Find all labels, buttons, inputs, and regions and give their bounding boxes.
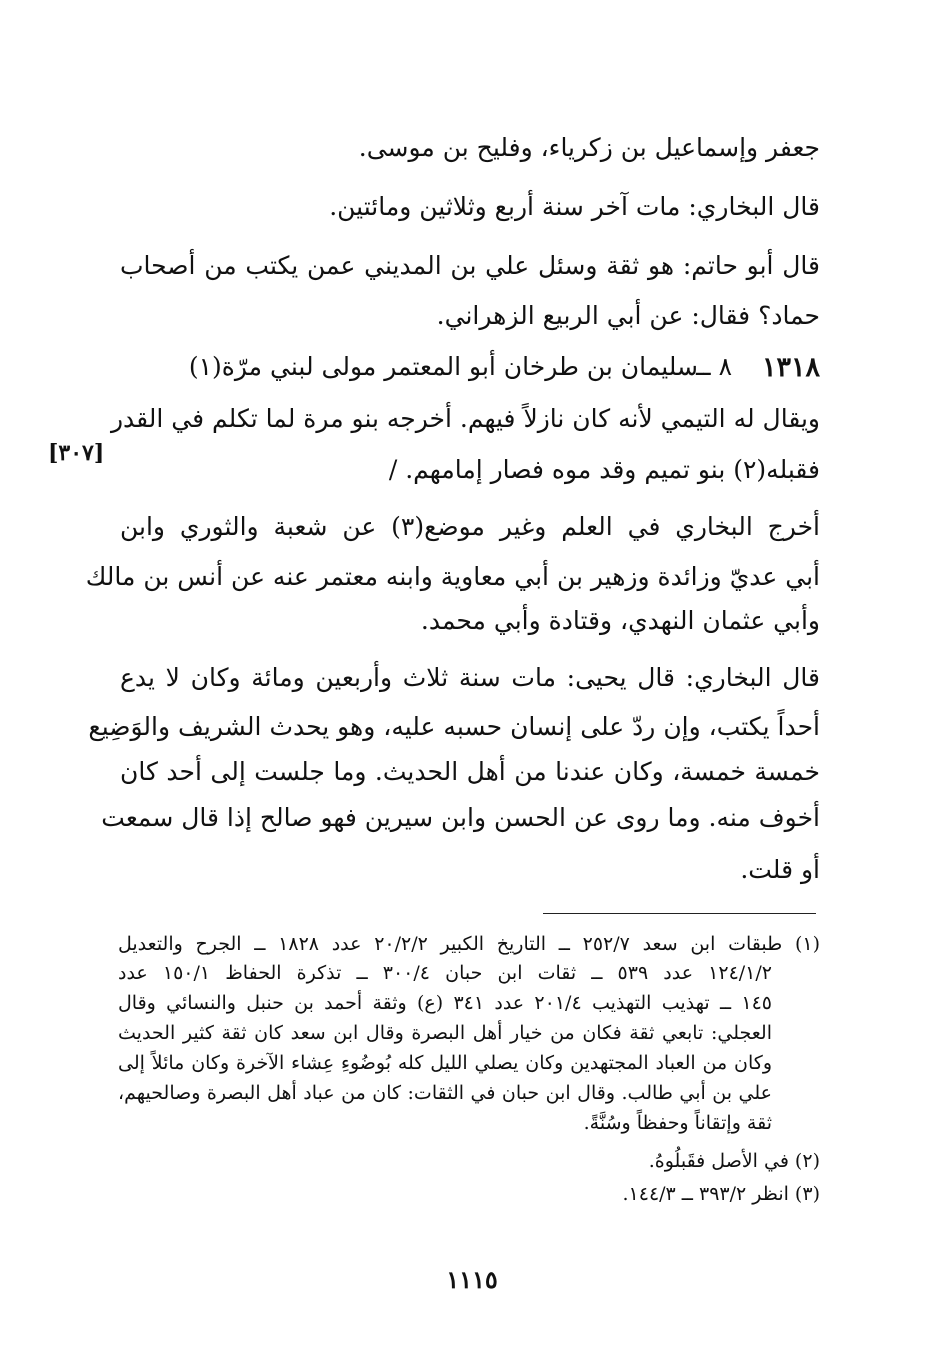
footnote-1-line-5: وكان من العباد المجتهدين وكان يصلي الليل كله بُوضُوءِ عِشاء الآخرة وكان مائلاً إلى: [118, 1052, 772, 1074]
para2-line-2: أبي عديّ وزائدة وزهير بن أبي معاوية وابنه معتمر عنه عن أنس بن مالك: [85, 562, 820, 591]
entry-line-1: ويقال له التيمي لأنه كان نازلاً فيهم. أخرجه بنو مرة لما تكلم في القدر: [110, 404, 820, 433]
footnote-1-line-3: ١٤٥ ــ تهذيب التهذيب ٢٠١/٤ عدد ٣٤١ (ع) وثقة أحمد بن حنبل والنسائي وقال: [118, 992, 772, 1014]
para2-line-1: أخرج البخاري في العلم وغير موضع(٣) عن شعبة والثوري وابن: [120, 512, 820, 541]
margin-page-reference: [٣٠٧]: [48, 440, 105, 466]
entry-separator: ٨ ــ: [695, 352, 732, 381]
footnote-3: (٣) انظر ٣٩٣/٢ ــ ١٤٤/٣.: [622, 1183, 820, 1205]
footnote-2: (٢) في الأصل فقَبلُوهُ.: [648, 1150, 820, 1172]
body-line-4: حماد؟ فقال: عن أبي الربيع الزهراني.: [436, 301, 820, 330]
para3-line-5: أو قلت.: [740, 855, 820, 884]
para3-line-4: أخوف منه. وما روى عن الحسن وابن سيرين فهو صالح إذا قال سمعت: [101, 803, 820, 832]
footnote-1-line-1: (١) طبقات ابن سعد ٢٥٢/٧ ــ التاريخ الكبير ٢٠/٢/٢ عدد ١٨٢٨ ــ الجرح والتعديل: [118, 933, 820, 955]
footnote-divider: [543, 913, 816, 914]
page-number: ١١١٥: [446, 1265, 498, 1294]
para3-line-2: أحداً يكتب، وإن ردّ على إنسان حسبه عليه، وهو يحدث الشريف والوَضِيع: [88, 712, 820, 741]
body-line-1: جعفر وإسماعيل بن زكرياء، وفليح بن موسى.: [358, 133, 820, 162]
para2-line-3: وأبي عثمان النهدي، وقتادة وأبي محمد.: [420, 606, 820, 635]
body-line-3: قال أبو حاتم: هو ثقة وسئل علي بن المديني عمن يكتب من أصحاب: [120, 251, 820, 280]
entry-title: سليمان بن طرخان أبو المعتمر مولى لبني مرّة(١): [188, 352, 698, 381]
footnote-1-line-7: ثقة وإتقاناً وحفظاً وسُنَّةً.: [583, 1112, 772, 1134]
footnote-1-line-6: علي بن أبي طالب. وقال ابن حبان في الثقات: كان من عباد أهل البصرة وصالحيهم،: [118, 1082, 772, 1104]
para3-line-3: خمسة خمسة، وكان عندنا من أهل الحديث. وما جلست إلى أحد كان: [120, 757, 820, 786]
para3-line-1: قال البخاري: قال يحيى: مات سنة ثلاث وأربعين ومائة وكان لا يدع: [120, 663, 820, 692]
footnote-1-line-2: ١٢٤/١/٢ عدد ٥٣٩ ــ ثقات ابن حبان ٣٠٠/٤ ــ تذكرة الحفاظ ١٥٠/١ عدد: [118, 962, 772, 984]
entry-line-2: فقبله(٢) بنو تميم وقد موه فصار إمامهم. /: [388, 455, 820, 484]
entry-number: ١٣١٨: [761, 352, 820, 383]
footnote-1-line-4: العجلي: تابعي ثقة فكان من خيار أهل البصرة وقال ابن سعد كان ثقة كثير الحديث: [118, 1022, 772, 1044]
body-line-2: قال البخاري: مات آخر سنة أربع وثلاثين ومائتين.: [329, 192, 820, 221]
